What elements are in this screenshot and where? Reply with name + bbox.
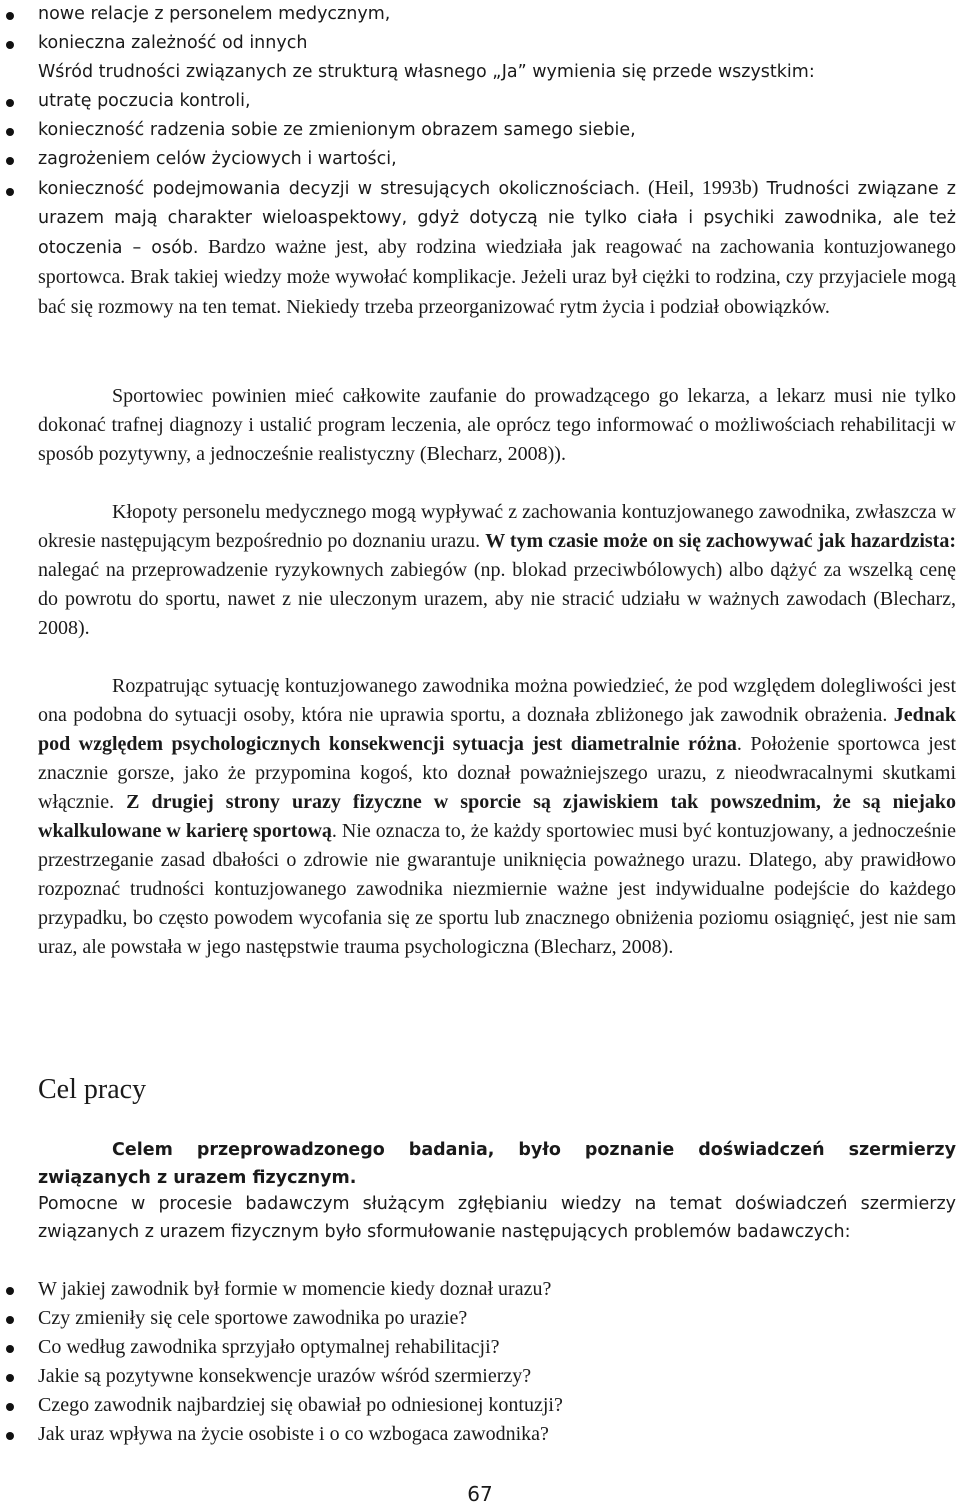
list-item — [0, 1304, 563, 1333]
list-item — [0, 1333, 563, 1362]
list-item-text: nowe relacje z personelem medycznym, — [38, 4, 391, 24]
paragraph-text: nalegać na przeprowadzenie ryzykownych zabiegów (np. blokad przeciwbólowych) albo dążyć za wszelką cenę do powrotu do sportu, nawet z nie uleczonym urazem, aby nie stracić udziału w ważnych zawodach (Blecharz, 2008). — [38, 559, 956, 639]
paragraph-text: . Położenie sportowca jest znacznie gorsze, jako że przypomina kogoś, kto doznał poważniejszego urazu, z nieodwracalnymi skutkami włącznie. — [38, 733, 957, 813]
list-item-text: zagrożeniem celów życiowych i wartości, — [38, 149, 397, 169]
list-item-text: W jakiej zawodnik był formie w momencie kiedy doznał urazu? — [38, 1278, 552, 1300]
list-item — [0, 87, 636, 116]
paragraph-bold-text: Celem przeprowadzonego badania, było poznanie doświadczeń szermierzy związanych z urazem fizycznym. — [38, 1140, 956, 1188]
list-item — [0, 145, 636, 174]
paragraph-trudnosci — [38, 174, 956, 323]
bullet-icon — [6, 41, 14, 49]
list-item — [0, 116, 636, 145]
bullet-icon — [6, 188, 14, 196]
goal-description — [38, 1190, 956, 1246]
intro-bullet-list — [0, 0, 390, 58]
bullet-icon — [6, 1316, 14, 1324]
list-item — [0, 1391, 563, 1420]
paragraph-klopoty — [38, 498, 956, 643]
paragraph-text: Trudności związane z urazem mają charakter wieloaspektowy, gdyż dotyczą nie tylko ciała i psychiki zawodnika, ale też otoczenia – osób. — [38, 179, 956, 258]
list-item-text: Czego zawodnik najbardziej się obawiał po odniesionej kontuzji? — [38, 1394, 563, 1416]
list-item — [0, 1420, 563, 1449]
list-item — [0, 1275, 563, 1304]
bullet-icon — [6, 157, 14, 165]
section-heading: Cel pracy — [38, 1074, 147, 1105]
paragraph-text: Sportowiec powinien mieć całkowite zaufanie do prowadzącego go lekarza, a lekarz musi nie tylko dokonać trafnej diagnozy i ustalić program leczenia, ale oprócz tego informować o możliwościach rehabilitacji w sposób pozytywny, a jednocześnie realistyczny (Blecharz, 2008)). — [38, 385, 956, 465]
list-item-text: konieczność radzenia sobie ze zmienionym obrazem samego siebie, — [38, 120, 636, 140]
bullet-icon — [6, 1403, 14, 1411]
page-number: 67 — [467, 1482, 493, 1506]
bullet-icon — [6, 1287, 14, 1295]
intro-line: Wśród trudności związanych ze strukturą własnego „Ja” wymienia się przede wszystkim: — [38, 62, 815, 82]
paragraph-text: (Heil, 1993b) — [640, 177, 759, 199]
list-item-text: konieczna zależność od innych — [38, 33, 308, 53]
paragraph-text: Rozpatrując sytuację kontuzjowanego zawodnika można powiedzieć, że pod względem dolegliwości jest ona podobna do sytuacji osoby, która nie uprawia sportu, a doznała zbliżonego jak zawodnik obrażenia. — [38, 675, 956, 726]
paragraph-text: Pomocne w procesie badawczym służącym zgłębianiu wiedzy na temat doświadczeń szermierzy związanych z urazem fizycznym było sformułowanie następujących problemów badawczych: — [38, 1194, 956, 1242]
bullet-icon — [6, 1432, 14, 1440]
paragraph-rozpatrujac — [38, 672, 956, 962]
paragraph-text: konieczność podejmowania decyzji w stresujących okolicznościach. — [38, 179, 641, 199]
list-item-text: Czy zmieniły się cele sportowe zawodnika po urazie? — [38, 1307, 468, 1329]
bullet-icon — [6, 12, 14, 20]
paragraph-sportowiec — [38, 382, 956, 469]
paragraph-text: Bardzo ważne jest, aby rodzina wiedziała jak reagować na zachowania kontuzjowanego sportowca. Brak takiej wiedzy może wywołać komplikacje. Jeżeli uraz był ciężki to rodzina, czy przyjaciele mogą bać się rozmowy na ten temat. Niekiedy trzeba przeorganizować rytm życia i podział obowiązków. — [38, 236, 956, 318]
list-item — [0, 29, 390, 58]
paragraph-bold-text: Z drugiej strony urazy fizyczne w sporcie są zjawiskiem tak powszednim, że są niejako wkalkulowane w karierę sportową — [38, 791, 956, 842]
paragraph-bold-text: Jednak pod względem psychologicznych konsekwencji sytuacja jest diametralnie różna — [38, 704, 956, 755]
research-questions-list — [0, 1275, 563, 1449]
bullet-icon — [6, 1374, 14, 1382]
self-bullet-list — [0, 87, 636, 174]
list-item — [0, 0, 390, 29]
paragraph-bold-text: W tym czasie może on się zachowywać jak hazardzista: — [485, 530, 956, 552]
paragraph-text: . Nie oznacza to, że każdy sportowiec musi być kontuzjowany, a jednocześnie przestrzeganie zasad dbałości o zdrowie nie gwarantuje uniknięcia poważnego urazu. Dlatego, aby prawidłowo rozpoznać trudności kontuzjowanego zawodnika niezmiernie ważne jest indywidualne podejście do każdego przypadku, bo często powodem wycofania się ze sportu lub znacznego obniżenia poziomu osiągnięć, jest nie sam uraz, ale powstała w jego następstwie trauma psychologiczna (Blecharz, 2008). — [38, 820, 956, 958]
list-item-text: Co według zawodnika sprzyjało optymalnej rehabilitacji? — [38, 1336, 500, 1358]
list-item-text: Jak uraz wpływa na życie osobiste i o co wzbogaca zawodnika? — [38, 1423, 549, 1445]
bullet-icon — [6, 128, 14, 136]
list-item-text: Jakie są pozytywne konsekwencje urazów wśród szermierzy? — [38, 1365, 532, 1387]
bullet-icon — [6, 1345, 14, 1353]
list-item-text: utratę poczucia kontroli, — [38, 91, 251, 111]
bullet-icon — [6, 99, 14, 107]
list-item — [0, 1362, 563, 1391]
paragraph-text: Kłopoty personelu medycznego mogą wypływać z zachowania kontuzjowanego zawodnika, zwłaszcza w okresie następującym bezpośrednio po doznaniu urazu. — [38, 501, 956, 552]
goal-statement — [38, 1136, 956, 1192]
